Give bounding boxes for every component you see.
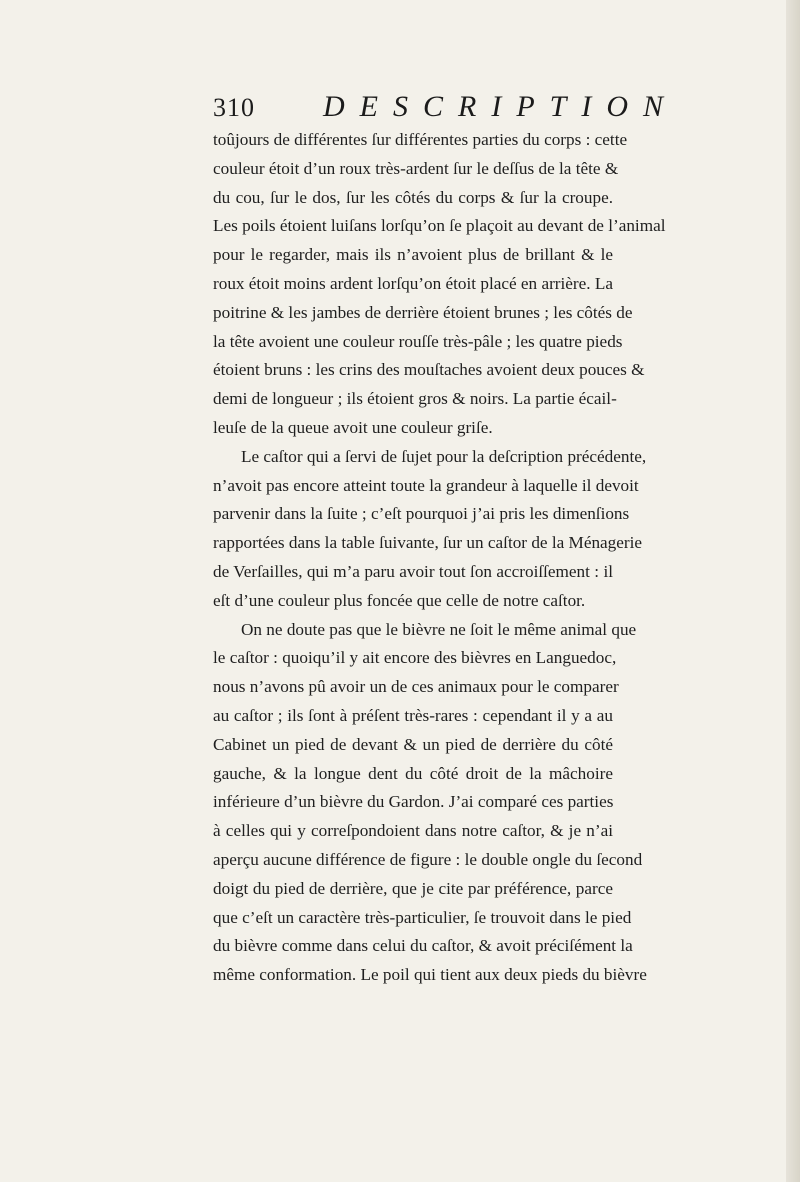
text-line: parvenir dans la ſuite ; c’eſt pourquoi j’ai pris les dimenſions [213, 504, 630, 524]
paragraph [213, 443, 647, 616]
text-line: aperçu aucune différence de figure : le double ongle du ſecond [213, 849, 643, 869]
text-line: nous n’avons pû avoir un de ces animaux pour le comparer [213, 677, 619, 697]
text-line: la tête avoient une couleur rouſſe très-pâle ; les quatre pieds [213, 331, 623, 351]
text-line: même conformation. Le poil qui tient aux deux pieds du bièvre [213, 965, 647, 985]
text-line: au caſtor ; ils ſont à préſent très-rares : cependant il y a au [213, 705, 613, 725]
paragraph [213, 126, 666, 443]
text-line: rapportées dans la table ſuivante, ſur un caſtor de la Ménagerie [213, 533, 643, 553]
text-line: Cabinet un pied de devant & un pied de derrière du côté [213, 734, 613, 754]
text-line: étoient bruns : les crins des mouſtaches avoient deux pouces & [213, 360, 645, 380]
text-line: roux étoit moins ardent lorſqu’on étoit placé en arrière. La [213, 273, 613, 293]
text-line: n’avoit pas encore atteint toute la grandeur à laquelle il devoit [213, 475, 639, 495]
text-line: pour le regarder, mais ils n’avoient plus de brillant & le [213, 245, 613, 265]
text-line: eſt d’une couleur plus foncée que celle de notre caſtor. [213, 590, 586, 610]
text-line: du bièvre comme dans celui du caſtor, & avoit préciſément la [213, 936, 633, 956]
paragraph [213, 616, 647, 990]
text-line: toûjours de différentes ſur différentes parties du corps : cette [213, 130, 628, 149]
page-header [213, 90, 678, 124]
running-title: DESCRIPTION [323, 90, 678, 123]
text-line: le caſtor : quoiqu’il y ait encore des bièvres en Languedoc, [213, 648, 617, 668]
page-edge-shadow [786, 0, 800, 1182]
text-line: de Verſailles, qui m’a paru avoir tout ſon accroiſſement : il [213, 561, 613, 581]
text-line: Le caſtor qui a ſervi de ſujet pour la deſcription précédente, [241, 446, 647, 466]
text-line: demi de longueur ; ils étoient gros & noirs. La partie écail- [213, 389, 617, 409]
text-line: On ne doute pas que le bièvre ne ſoit le même animal que [241, 619, 637, 639]
text-line: du cou, ſur le dos, ſur les côtés du corps & ſur la croupe. [213, 187, 613, 207]
text-line: leuſe de la queue avoit une couleur griſe. [213, 417, 493, 437]
text-line: doigt du pied de derrière, que je cite par préférence, parce [213, 878, 613, 898]
text-line: à celles qui y correſpondoient dans notre caſtor, & je n’ai [213, 821, 613, 841]
text-line: poitrine & les jambes de derrière étoient brunes ; les côtés de [213, 302, 633, 322]
body-text [213, 126, 666, 990]
text-line: Les poils étoient luiſans lorſqu’on ſe plaçoit au devant de l’animal [213, 216, 666, 236]
text-line: gauche, & la longue dent du côté droit de la mâchoire [213, 763, 613, 783]
text-line: inférieure d’un bièvre du Gardon. J’ai comparé ces parties [213, 792, 614, 812]
text-line: couleur étoit d’un roux très-ardent ſur le deſſus de la tête & [213, 158, 619, 178]
text-line: que c’eſt un caractère très-particulier, ſe trouvoit dans le pied [213, 907, 632, 927]
page-number: 310 [213, 93, 255, 122]
